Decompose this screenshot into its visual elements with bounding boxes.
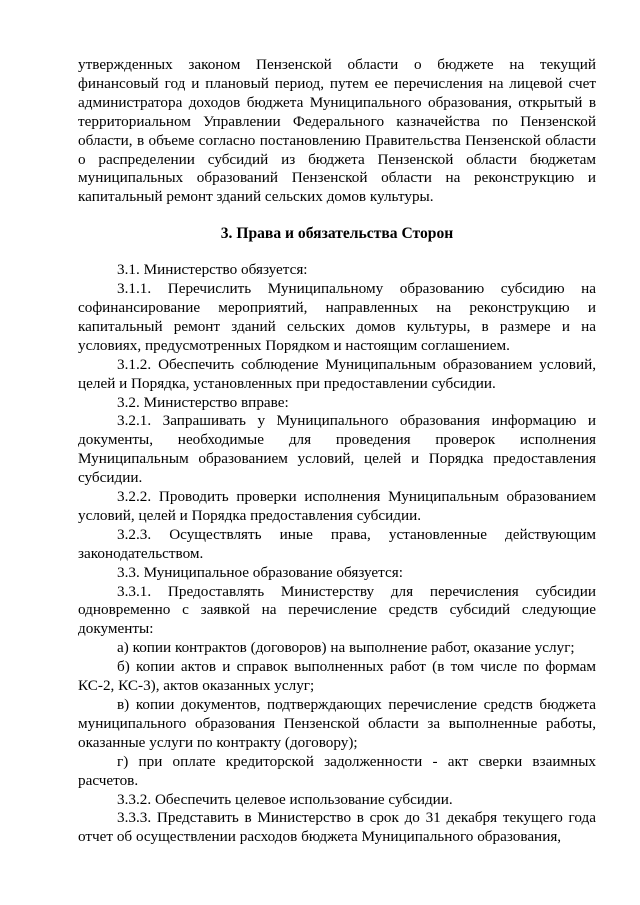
list-item-g: г) при оплате кредиторской задолженности - акт сверки взаимных расчетов. [78, 752, 596, 789]
list-item-b: б) копии актов и справок выполненных работ (в том числе по формам КС-2, КС-3), актов оказанных услуг; [78, 658, 596, 695]
paragraph-3-3-1: 3.3.1. Предоставлять Министерству для перечисления субсидии одновременно с заявкой на перечисление средств субсидий следующие документы: [78, 582, 596, 638]
paragraph-3-2-1: 3.2.1. Запрашивать у Муниципального образования информацию и документы, необходимые для проведения проверок исполнения Муниципальным образованием условий, целей и Порядка предоставления субсидии. [78, 412, 596, 487]
paragraph-3-2: 3.2. Министерство вправе: [117, 393, 289, 411]
paragraph-3-1-2: 3.1.2. Обеспечить соблюдение Муниципальным образованием условий, целей и Порядка, установленных при предоставлении субсидии. [78, 355, 596, 392]
list-item-v: в) копии документов, подтверждающих перечисление средств бюджета муниципального образования Пензенской области за выполненные работы, оказанные услуги по контракту (договору); [78, 696, 596, 751]
list-item-a: а) копии контрактов (договоров) на выполнение работ, оказание услуг; [117, 639, 575, 657]
paragraph-3-1: 3.1. Министерство обязуется: [117, 261, 308, 279]
paragraph-3-3: 3.3. Муниципальное образование обязуется: [117, 563, 403, 581]
intro-paragraph: утвержденных законом Пензенской области о бюджете на текущий финансовый год и плановый период, путем ее перечисления на лицевой счет администратора доходов бюджета Муниципального образования, открытый в территориальном Управлении Федерального казначейства по Пензенской области, в объеме согласно постановлению Правительства Пензенской области о распределении субсидий из бюджета Пензенской области бюджетам муниципальных образований Пензенской области на реконструкцию и капитальный ремонт зданий сельских домов культуры. [78, 56, 596, 206]
section-title: 3. Права и обязательства Сторон [220, 225, 454, 243]
paragraph-3-3-2: 3.3.2. Обеспечить целевое использование субсидии. [117, 790, 453, 808]
paragraph-3-3-3: 3.3.3. Представить в Министерство в срок до 31 декабря текущего года отчет об осуществлении расходов бюджета Муниципального образования, [78, 809, 596, 846]
paragraph-3-2-3: 3.2.3. Осуществлять иные права, установленные действующим законодательством. [78, 525, 596, 562]
document-page [78, 56, 596, 847]
paragraph-3-2-2: 3.2.2. Проводить проверки исполнения Муниципальным образованием условий, целей и Порядка предоставления субсидии. [78, 488, 596, 524]
paragraph-3-1-1: 3.1.1. Перечислить Муниципальному образованию субсидию на софинансирование мероприятий, направленных на реконструкцию и капитальный ремонт зданий сельских домов культуры, в размере и на условиях, предусмотренных Порядком и настоящим соглашением. [78, 280, 596, 354]
